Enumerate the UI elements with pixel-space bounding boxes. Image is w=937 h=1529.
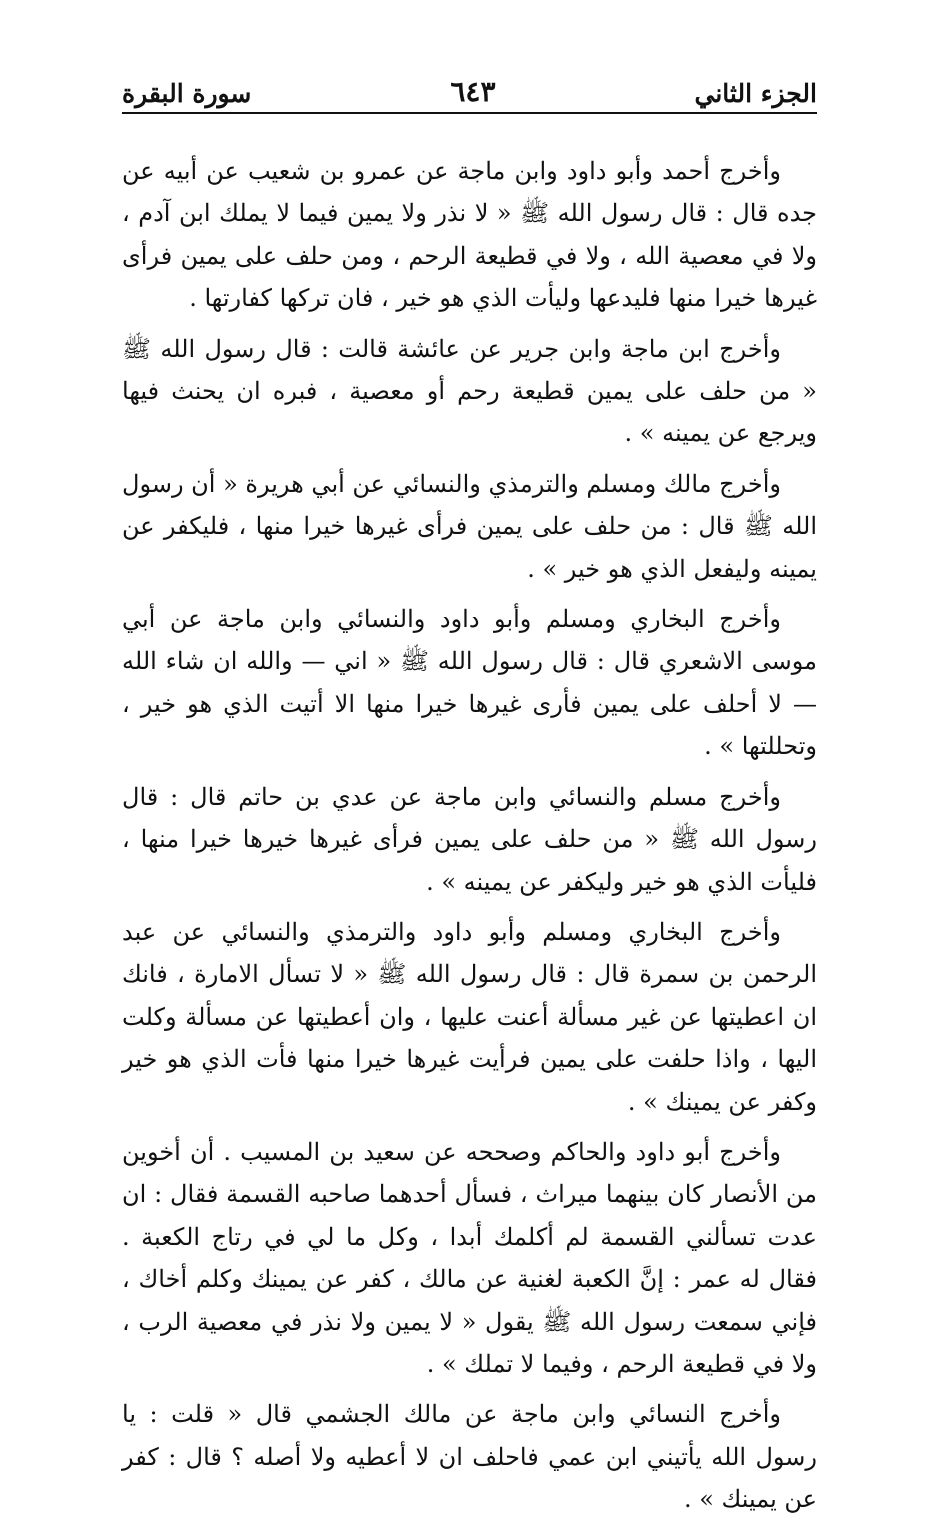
paragraph: وأخرج مسلم والنسائي وابن ماجة عن عدي بن حاتم قال : قال رسول الله ﷺ « من حلف على يمين فرأى غيرها خيرها خيرا منها ، فليأت الذي هو خير وليكفر عن يمينه » .: [122, 782, 817, 896]
paragraph: وأخرج البخاري ومسلم وأبو داود والترمذي والنسائي عن عبد الرحمن بن سمرة قال : قال رسول الله ﷺ « لا تسأل الامارة ، فانك ان اعطيتها عن غير مسألة أعنت عليها ، وان أعطيتها عن مسألة وكلت اليها ، واذا حلفت على يمين فرأيت غيرها خيرا منها فأت الذي هو خير وكفر عن يمينك » .: [122, 917, 817, 1116]
paragraph: وأخرج مالك ومسلم والترمذي والنسائي عن أبي هريرة « أن رسول الله ﷺ قال : من حلف على يمين فرأى غيرها خيرا منها ، فليكفر عن يمينه وليفعل الذي هو خير » .: [122, 469, 817, 583]
page-header: [122, 62, 817, 114]
paragraph: وأخرج النسائي وابن ماجة عن مالك الجشمي قال « قلت : يا رسول الله يأتيني ابن عمي فاحلف ان لا أعطيه ولا أصله ؟ قال : كفر عن يمينك » .: [122, 1400, 817, 1514]
paragraph: وأخرج أحمد وأبو داود وابن ماجة عن عمرو بن شعيب عن أبيه عن جده قال : قال رسول الله ﷺ « لا نذر ولا يمين فيما لا يملك ابن آدم ، ولا في معصية الله ، ولا في قطيعة الرحم ، ومن حلف على يمين فرأى غيرها خيرا منها فليدعها وليأت الذي هو خير ، فان تركها كفارتها .: [122, 157, 817, 313]
paragraph: وأخرج ابن ماجة وابن جرير عن عائشة قالت : قال رسول الله ﷺ « من حلف على يمين قطيعة رحم أو معصية ، فبره ان يحنث فيها ويرجع عن يمينه » .: [122, 334, 817, 448]
page-number: ٦٤٣: [450, 75, 496, 108]
paragraph: وأخرج أبو داود والحاكم وصححه عن سعيد بن المسيب . أن أخوين من الأنصار كان بينهما ميراث ، فسأل أحدهما صاحبه القسمة فقال : ان عدت تسألني القسمة لم أكلمك أبدا ، وكل ما لي في رتاج الكعبة . فقال له عمر : إنَّ الكعبة لغنية عن مالك ، كفر عن يمينك وكلم أخاك ، فإني سمعت رسول الله ﷺ يقول « لا يمين ولا نذر في معصية الرب ، ولا في قطيعة الرحم ، وفيما لا تملك » .: [122, 1137, 817, 1378]
volume-title: الجزء الثاني: [694, 79, 817, 108]
paragraph: وأخرج البخاري ومسلم وأبو داود والنسائي وابن ماجة عن أبي موسى الاشعري قال : قال رسول الله ﷺ « اني — والله ان شاء الله — لا أحلف على يمين فأرى غيرها خيرا منها الا أتيت الذي هو خير ، وتحللتها » .: [122, 605, 817, 761]
surah-title: سورة البقرة: [122, 79, 252, 108]
page-body: [122, 150, 817, 1529]
